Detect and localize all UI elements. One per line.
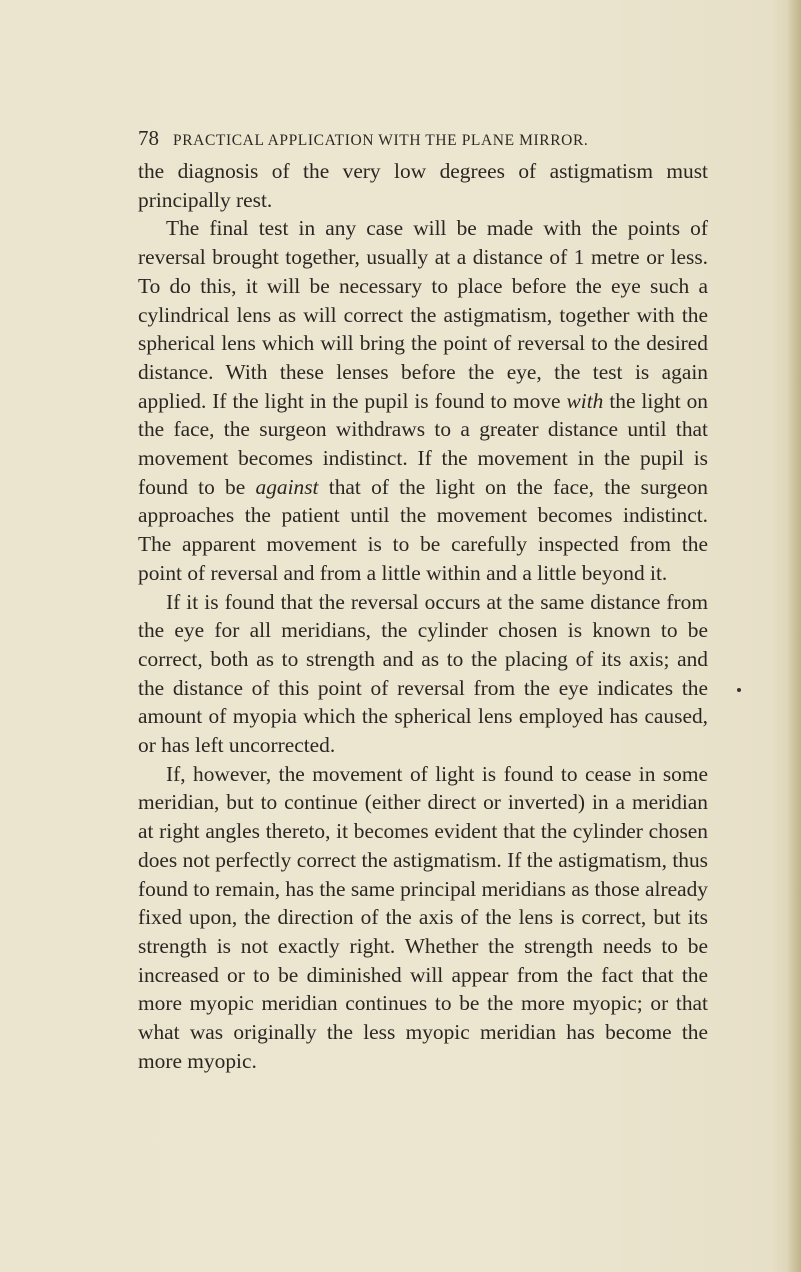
paragraph-4: If, however, the movement of light is found to cease in some meridian, but to continue (either direct or inverted) in a meridian at right angles thereto, it becomes evident that the cylinder chosen does not perfectly correct the astigmatism. If the astigmatism, thus found to remain, has the same principal meridians as those already fixed upon, the direction of the axis of the lens is correct, but its strength is not exactly right. Whether the strength needs to be increased or to be diminished will appear from the fact that the more myopic meridian continues to be the more myopic; or that what was originally the less myopic meridian has become the more myopic.: [138, 761, 708, 1073]
paragraph-2: The final test in any case will be made with the points of reversal brought together, usually at a distance of 1 metre or less. To do this, it will be necessary to place before the eye such a cylindrical lens as will correct the astigmatism, together with the spherical lens which will bring the point of reversal to the desired distance. With these lenses before the eye, the test is again applied. If the light in the pupil is found to move with the light on the face, the surgeon withdraws to a greater distance until that movement becomes indistinct. If the movement in the pupil is found to be against that of the light on the face, the surgeon approaches the patient until the movement becomes indistinct. The apparent movement is to be carefully inspected from the point of reversal and from a little within and a little beyond it.: [138, 216, 708, 585]
paragraph-1: the diagnosis of the very low degrees of astigmatism must principally rest.: [138, 159, 708, 212]
emphasis-against: against: [255, 474, 319, 499]
emphasis-with: with: [566, 388, 604, 413]
running-head: [138, 126, 698, 151]
paragraph-3: If it is found that the reversal occurs at the same distance from the eye for all meridians, the cylinder chosen is known to be correct, both as to strength and as to the placing of its axis; and the distance of this point of reversal from the eye indicates the amount of myopia which the spherical lens employed has caused, or has left uncorrected.: [138, 589, 708, 758]
page-edge-shadow: [787, 0, 801, 1272]
body-text: [138, 157, 708, 1076]
ink-speck: [737, 688, 741, 692]
page-number: 78: [138, 126, 159, 150]
running-title: PRACTICAL APPLICATION WITH THE PLANE MIRROR.: [173, 132, 589, 149]
